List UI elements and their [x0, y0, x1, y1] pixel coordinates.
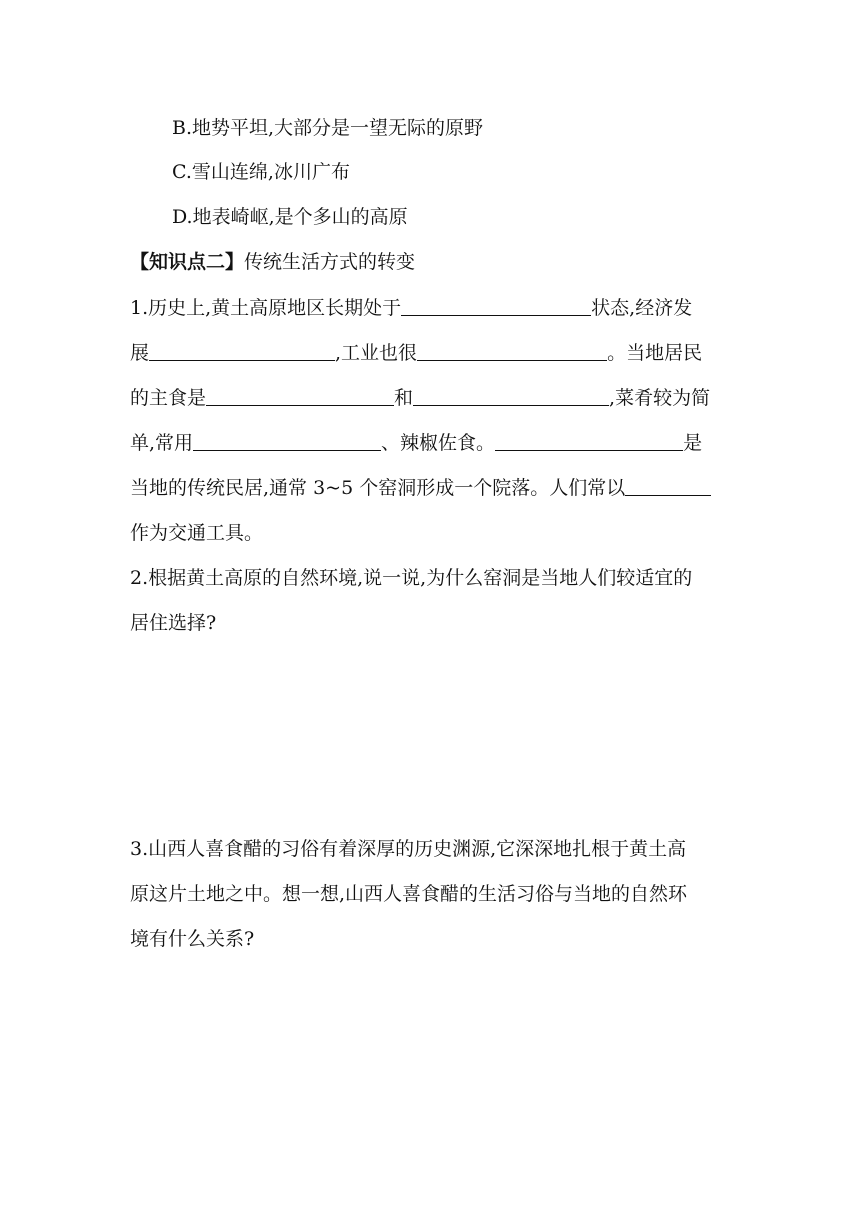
q1-text: 和	[394, 387, 414, 409]
fill-blank-4[interactable]	[206, 387, 394, 406]
fill-blank-7[interactable]	[495, 432, 683, 451]
q1-text: 当地的传统民居,通常 3~5 个窑洞形成一个院落。人们常以	[130, 477, 626, 499]
q1-text: 1.历史上,黄土高原地区长期处于	[130, 297, 402, 319]
q3-line-2: 原这片土地之中。想一想,山西人喜食醋的生活习俗与当地的自然环	[130, 883, 688, 905]
fill-blank-5[interactable]	[413, 387, 609, 406]
q1-text: 、辣椒佐食。	[381, 432, 496, 454]
fill-blank-8[interactable]	[625, 477, 711, 496]
fill-blank-1[interactable]	[401, 297, 591, 316]
fill-blank-6[interactable]	[193, 432, 381, 451]
fill-blank-3[interactable]	[417, 342, 607, 361]
q1-text: ,菜肴较为简	[609, 387, 711, 409]
q1-text: 是	[683, 432, 703, 454]
q1-text: 。当地居民	[607, 342, 703, 364]
q1-text: 状态,经济发	[591, 297, 693, 319]
section-title: 传统生活方式的转变	[244, 251, 416, 273]
q1-text: 展	[130, 342, 150, 364]
q1-line-4	[130, 431, 702, 455]
section-bracket-title: 【知识点二】	[130, 251, 245, 273]
option-b: B.地势平坦,大部分是一望无际的原野	[172, 117, 484, 139]
q1-text: 单,常用	[130, 432, 194, 454]
section-heading	[130, 250, 415, 274]
option-d: D.地表崎岖,是个多山的高原	[172, 206, 408, 228]
q3-line-1: 3.山西人喜食醋的习俗有着深厚的历史渊源,它深深地扎根于黄土高	[130, 838, 687, 860]
q1-line-5	[130, 476, 711, 500]
q2-line-1: 2.根据黄土高原的自然环境,说一说,为什么窑洞是当地人们较适宜的	[130, 567, 693, 589]
q1-text: ,工业也很	[335, 342, 418, 364]
q2-line-2: 居住选择?	[130, 612, 217, 634]
q1-line-6: 作为交通工具。	[130, 522, 264, 544]
fill-blank-2[interactable]	[149, 342, 335, 361]
q1-line-1	[130, 296, 692, 320]
q1-line-2	[130, 341, 702, 365]
q1-text: 的主食是	[130, 387, 207, 409]
q1-line-3	[130, 386, 710, 410]
q3-line-3: 境有什么关系?	[130, 928, 255, 950]
option-c: C.雪山连绵,冰川广布	[172, 161, 350, 183]
